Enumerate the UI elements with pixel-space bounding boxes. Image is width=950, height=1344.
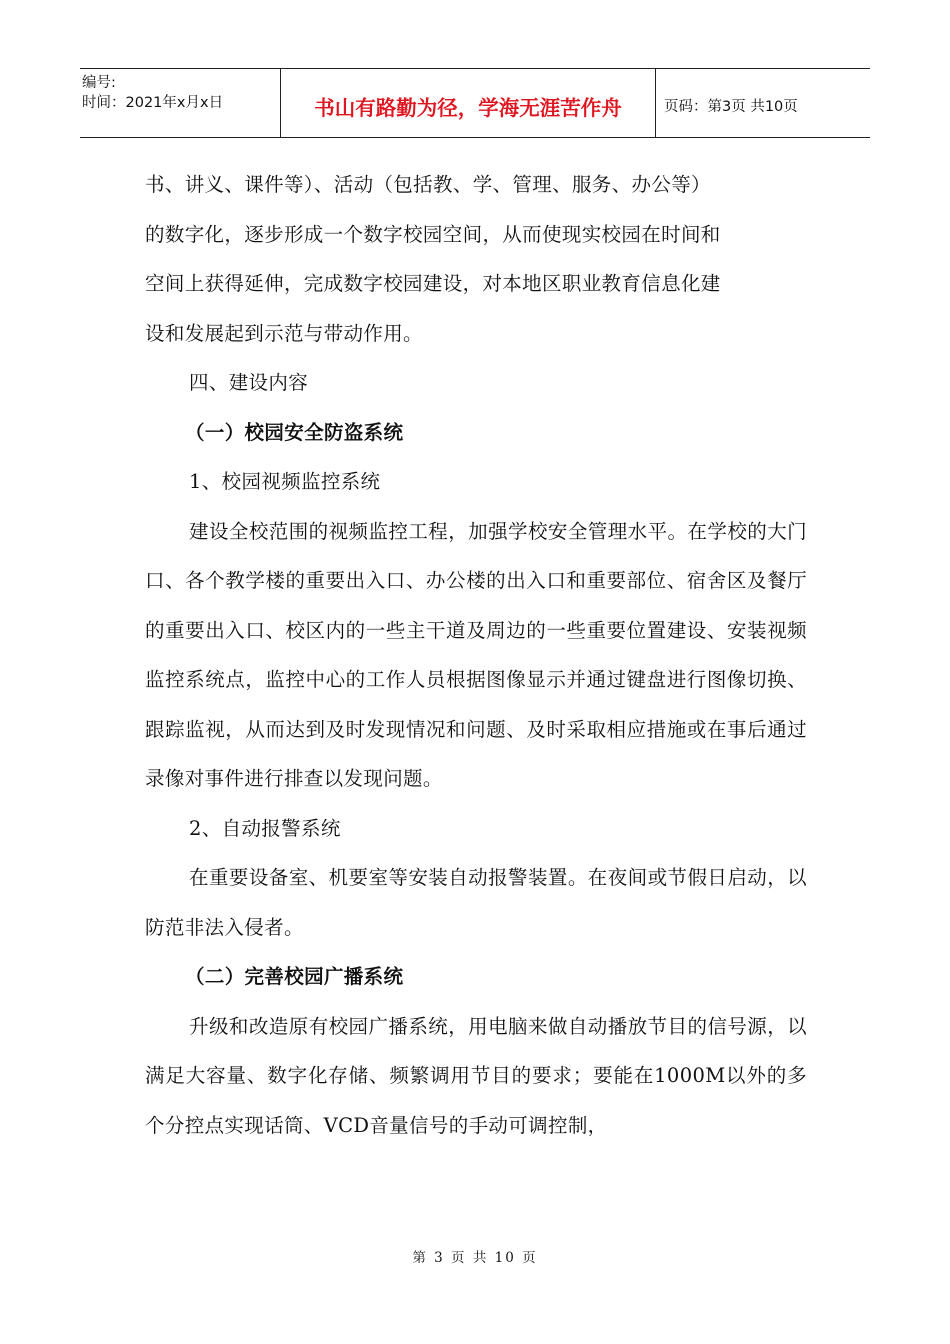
section-heading: 四、建设内容	[189, 371, 309, 394]
doc-date-label: 时间：2021年x月x日	[82, 95, 224, 111]
item-heading: 1、校园视频监控系统	[189, 470, 381, 493]
header-page-info: 页码：第3页 共10页	[664, 99, 798, 115]
document-body	[145, 160, 807, 1150]
header-motto: 书山有路勤为径，学海无涯苦作舟	[314, 96, 622, 120]
subsection-heading: （二）完善校园广播系统	[185, 965, 404, 988]
paragraph: 在重要设备室、机要室等安装自动报警装置。在夜间或节假日启动，以防范非法入侵者。	[145, 866, 807, 939]
page-header	[80, 68, 870, 138]
header-motto-cell	[281, 69, 656, 137]
doc-number-label: 编号:	[82, 75, 116, 91]
paragraph-line: 设和发展起到示范与带动作用。	[145, 321, 423, 345]
header-meta-cell	[80, 69, 281, 137]
paragraph-line: 空间上获得延伸，完成数字校园建设，对本地区职业教育信息化建	[145, 272, 721, 295]
paragraph-line: 的数字化，逐步形成一个数字校园空间，从而使现实校园在时间和	[145, 222, 721, 246]
paragraph: 建设全校范围的视频监控工程，加强学校安全管理水平。在学校的大门口、各个教学楼的重要出入口、办公楼的出入口和重要部位、宿舍区及餐厅的重要出入口、校区内的一些主干道及周边的一些重要位置建设、安装视频监控系统点，监控中心的工作人员根据图像显示并通过键盘进行图像切换、跟踪监视，从而达到及时发现情况和问题、及时采取相应措施或在事后通过录像对事件进行排查以发现问题。	[145, 519, 807, 790]
page-footer: 第 3 页 共 10 页	[412, 1250, 538, 1266]
paragraph-line: 书、讲义、课件等）、活动（包括教、学、管理、服务、办公等）	[145, 173, 711, 196]
paragraph: 升级和改造原有校园广播系统，用电脑来做自动播放节目的信号源，以满足大容量、数字化存储、频繁调用节目的要求；要能在1000M以外的多个分控点实现话筒、VCD音量信号的手动可调控制，	[145, 1014, 807, 1137]
item-heading: 2、自动报警系统	[189, 816, 341, 840]
header-page-cell	[656, 69, 870, 137]
subsection-heading: （一）校园安全防盗系统	[185, 420, 404, 444]
